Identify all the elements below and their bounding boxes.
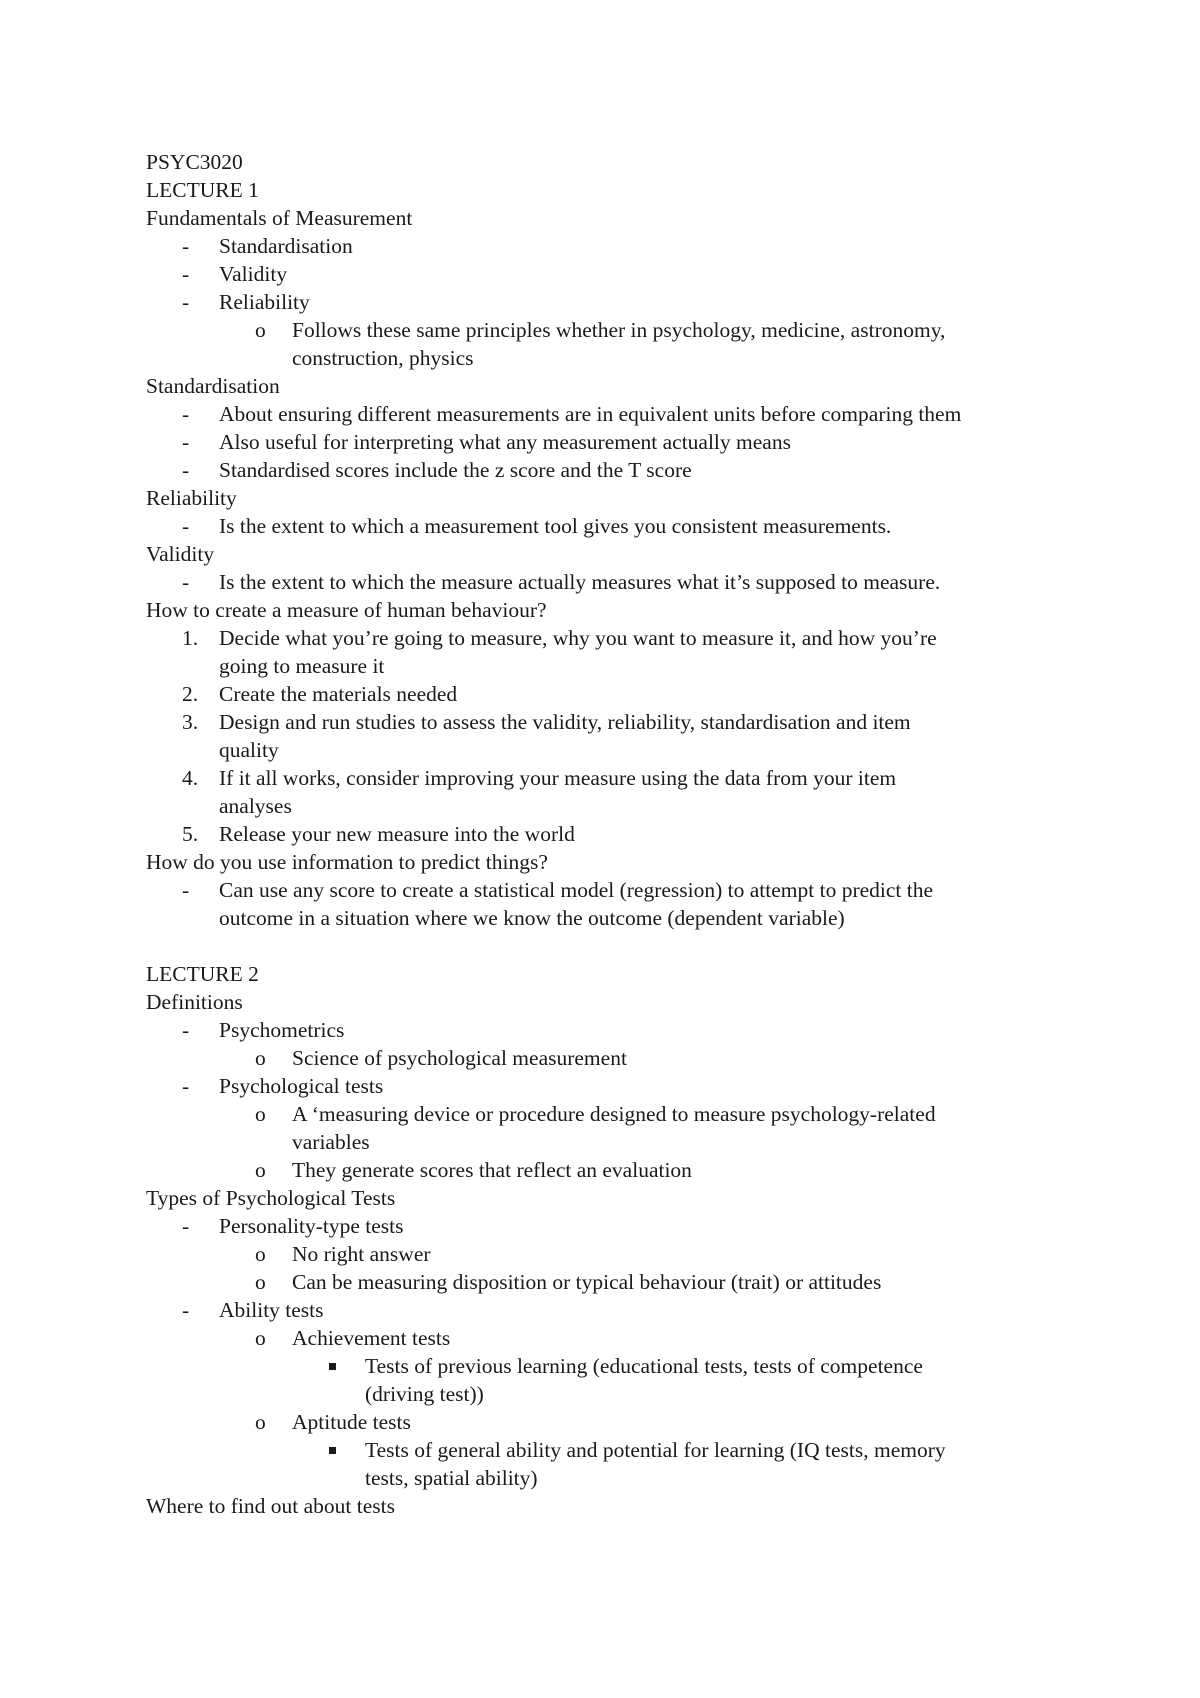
list-item: Ability tests xyxy=(219,1298,324,1322)
circle-marker: o xyxy=(255,318,266,342)
dash-marker: - xyxy=(182,1074,190,1098)
step-item: Create the materials needed xyxy=(219,682,458,706)
circle-marker: o xyxy=(255,1102,266,1126)
list-item-continuation: variables xyxy=(292,1130,370,1154)
list-item: Psychological tests xyxy=(219,1074,384,1098)
step-number: 2. xyxy=(182,682,199,706)
circle-marker: o xyxy=(255,1158,266,1182)
list-item-continuation: (driving test)) xyxy=(365,1382,484,1406)
validity-heading: Validity xyxy=(146,542,215,566)
step-item: Decide what you’re going to measure, why you want to measure it, and how you’re xyxy=(219,626,937,650)
dash-marker: - xyxy=(182,570,190,594)
fundamentals-heading: Fundamentals of Measurement xyxy=(146,206,413,230)
course-code: PSYC3020 xyxy=(146,150,243,174)
list-item: Psychometrics xyxy=(219,1018,345,1042)
dash-marker: - xyxy=(182,402,190,426)
list-item: Tests of general ability and potential for learning (IQ tests, memory xyxy=(365,1438,946,1462)
predict-heading: How do you use information to predict things? xyxy=(146,850,548,874)
list-item-continuation: construction, physics xyxy=(292,346,474,370)
list-item: Achievement tests xyxy=(292,1326,451,1350)
list-item: Aptitude tests xyxy=(292,1410,411,1434)
list-item: They generate scores that reflect an evaluation xyxy=(292,1158,692,1182)
list-item: Can be measuring disposition or typical behaviour (trait) or attitudes xyxy=(292,1270,882,1294)
definitions-heading: Definitions xyxy=(146,990,243,1014)
list-item: Also useful for interpreting what any measurement actually means xyxy=(219,430,791,454)
circle-marker: o xyxy=(255,1046,266,1070)
square-bullet-icon xyxy=(329,1363,336,1370)
list-item: Is the extent to which a measurement tool gives you consistent measurements. xyxy=(219,514,892,538)
list-item: Is the extent to which the measure actually measures what it’s supposed to measure. xyxy=(219,570,941,594)
step-item: Design and run studies to assess the validity, reliability, standardisation and item xyxy=(219,710,911,734)
step-number: 5. xyxy=(182,822,199,846)
step-item: Release your new measure into the world xyxy=(219,822,575,846)
dash-marker: - xyxy=(182,514,190,538)
lecture-1-title: LECTURE 1 xyxy=(146,178,259,202)
step-item-continuation: quality xyxy=(219,738,279,762)
dash-marker: - xyxy=(182,1018,190,1042)
circle-marker: o xyxy=(255,1270,266,1294)
list-item: Standardisation xyxy=(219,234,353,258)
list-item: A ‘measuring device or procedure designed to measure psychology-related xyxy=(292,1102,936,1126)
list-item-continuation: tests, spatial ability) xyxy=(365,1466,538,1490)
list-item: Validity xyxy=(219,262,288,286)
create-measure-heading: How to create a measure of human behaviour? xyxy=(146,598,547,622)
dash-marker: - xyxy=(182,458,190,482)
list-item: Standardised scores include the z score and the T score xyxy=(219,458,692,482)
step-item-continuation: going to measure it xyxy=(219,654,385,678)
reliability-heading: Reliability xyxy=(146,486,237,510)
list-item: Reliability xyxy=(219,290,310,314)
dash-marker: - xyxy=(182,1298,190,1322)
circle-marker: o xyxy=(255,1242,266,1266)
step-item-continuation: analyses xyxy=(219,794,292,818)
step-item: If it all works, consider improving your measure using the data from your item xyxy=(219,766,897,790)
dash-marker: - xyxy=(182,290,190,314)
square-bullet-icon xyxy=(329,1447,336,1454)
list-item: Follows these same principles whether in psychology, medicine, astronomy, xyxy=(292,318,946,342)
step-number: 4. xyxy=(182,766,199,790)
step-number: 3. xyxy=(182,710,199,734)
dash-marker: - xyxy=(182,1214,190,1238)
list-item: No right answer xyxy=(292,1242,431,1266)
dash-marker: - xyxy=(182,234,190,258)
list-item: Tests of previous learning (educational tests, tests of competence xyxy=(365,1354,923,1378)
list-item-continuation: outcome in a situation where we know the outcome (dependent variable) xyxy=(219,906,845,930)
list-item: About ensuring different measurements are in equivalent units before comparing them xyxy=(219,402,962,426)
standardisation-heading: Standardisation xyxy=(146,374,280,398)
circle-marker: o xyxy=(255,1326,266,1350)
dash-marker: - xyxy=(182,878,190,902)
list-item: Personality-type tests xyxy=(219,1214,404,1238)
step-number: 1. xyxy=(182,626,199,650)
dash-marker: - xyxy=(182,262,190,286)
where-heading: Where to find out about tests xyxy=(146,1494,395,1518)
dash-marker: - xyxy=(182,430,190,454)
list-item: Can use any score to create a statistical model (regression) to attempt to predict the xyxy=(219,878,934,902)
circle-marker: o xyxy=(255,1410,266,1434)
lecture-2-title: LECTURE 2 xyxy=(146,962,259,986)
list-item: Science of psychological measurement xyxy=(292,1046,627,1070)
types-heading: Types of Psychological Tests xyxy=(146,1186,396,1210)
